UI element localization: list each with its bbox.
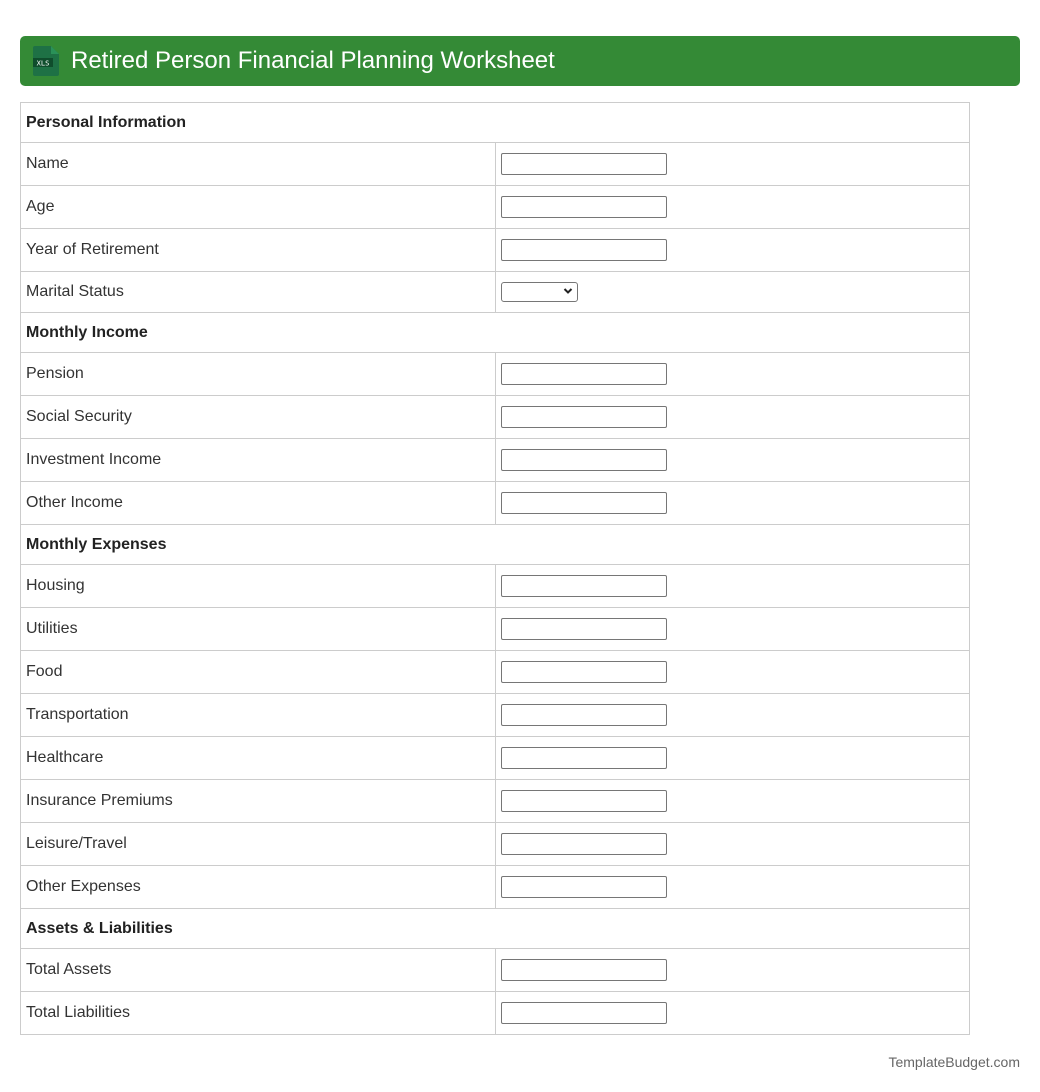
field-label: Social Security (21, 396, 496, 439)
field-label: Healthcare (21, 737, 496, 780)
field-label: Marital Status (21, 272, 496, 313)
field-label: Total Assets (21, 949, 496, 992)
table-row (21, 651, 970, 694)
section-title: Monthly Expenses (21, 525, 970, 565)
social-security-input[interactable] (501, 406, 667, 428)
xls-file-icon (33, 46, 59, 76)
page-header (20, 36, 1020, 86)
section-header-row (21, 103, 970, 143)
table-row (21, 186, 970, 229)
leisure-travel-input[interactable] (501, 833, 667, 855)
chevron-down-icon (563, 286, 573, 296)
section-title: Assets & Liabilities (21, 909, 970, 949)
section-header-row (21, 525, 970, 565)
field-label: Other Income (21, 482, 496, 525)
total-assets-input[interactable] (501, 959, 667, 981)
field-label: Housing (21, 565, 496, 608)
table-row (21, 949, 970, 992)
table-row (21, 143, 970, 186)
section-header-row (21, 909, 970, 949)
section-header-row (21, 313, 970, 353)
field-label: Investment Income (21, 439, 496, 482)
healthcare-input[interactable] (501, 747, 667, 769)
table-row (21, 482, 970, 525)
table-row (21, 396, 970, 439)
field-label: Other Expenses (21, 866, 496, 909)
field-label: Insurance Premiums (21, 780, 496, 823)
age-input[interactable] (501, 196, 667, 218)
transportation-input[interactable] (501, 704, 667, 726)
field-label: Age (21, 186, 496, 229)
table-row (21, 866, 970, 909)
table-row (21, 992, 970, 1035)
field-label: Pension (21, 353, 496, 396)
table-row (21, 737, 970, 780)
utilities-input[interactable] (501, 618, 667, 640)
insurance-premiums-input[interactable] (501, 790, 667, 812)
table-row (21, 780, 970, 823)
name-input[interactable] (501, 153, 667, 175)
section-title: Monthly Income (21, 313, 970, 353)
investment-income-input[interactable] (501, 449, 667, 471)
table-row (21, 439, 970, 482)
food-input[interactable] (501, 661, 667, 683)
field-label: Leisure/Travel (21, 823, 496, 866)
table-row (21, 823, 970, 866)
field-label: Transportation (21, 694, 496, 737)
field-label: Total Liabilities (21, 992, 496, 1035)
other-income-input[interactable] (501, 492, 667, 514)
pension-input[interactable] (501, 363, 667, 385)
svg-text:XLS: XLS (36, 59, 50, 68)
footer-brand-link[interactable]: TemplateBudget.com (888, 1054, 1020, 1070)
table-row (21, 608, 970, 651)
marital-status-select[interactable] (501, 282, 578, 302)
other-expenses-input[interactable] (501, 876, 667, 898)
field-label: Year of Retirement (21, 229, 496, 272)
total-liabilities-input[interactable] (501, 1002, 667, 1024)
year-of-retirement-input[interactable] (501, 239, 667, 261)
field-label: Utilities (21, 608, 496, 651)
page-title: Retired Person Financial Planning Worksheet (71, 47, 555, 74)
field-label: Name (21, 143, 496, 186)
section-title: Personal Information (21, 103, 970, 143)
housing-input[interactable] (501, 575, 667, 597)
table-row (21, 229, 970, 272)
field-label: Food (21, 651, 496, 694)
worksheet-table (20, 102, 970, 1035)
table-row (21, 694, 970, 737)
table-row (21, 565, 970, 608)
table-row (21, 272, 970, 313)
table-row (21, 353, 970, 396)
